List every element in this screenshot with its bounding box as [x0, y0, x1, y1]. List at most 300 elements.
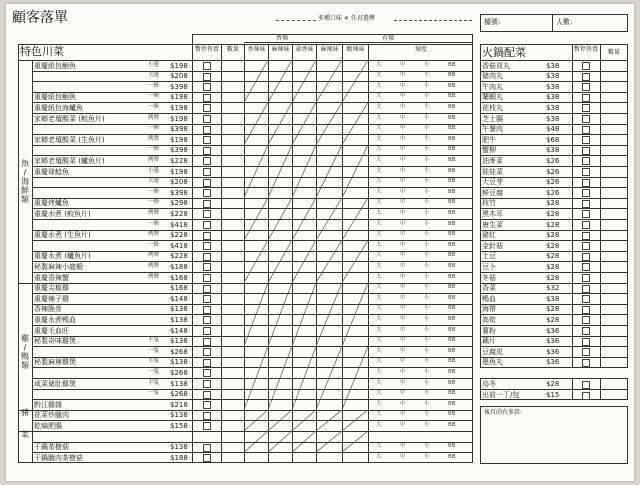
spice-level-3[interactable]: BB — [448, 400, 456, 407]
spice-level-1[interactable]: 中 — [400, 220, 406, 227]
side-dish-price: $28 — [546, 220, 560, 229]
spice-level-0[interactable]: 大 — [376, 220, 382, 227]
side-dish-pause-checkbox[interactable] — [582, 94, 590, 102]
spice-level-3[interactable]: BB — [448, 199, 456, 206]
spice-level-0[interactable]: 大 — [376, 188, 382, 195]
spice-level-0[interactable]: 大 — [376, 72, 382, 79]
pause-checkbox[interactable] — [203, 285, 211, 293]
spice-level-0[interactable]: 大 — [376, 421, 382, 428]
spice-level-2[interactable]: 小 — [424, 273, 430, 280]
spice-level-0[interactable]: 大 — [376, 262, 382, 269]
menu-item-name: 重慶毛血旺 — [34, 326, 69, 335]
side-dish-name: 豆腐皮 — [482, 347, 503, 356]
extra-item-price: $28 — [546, 380, 560, 388]
menu-item-price: $188 — [170, 453, 188, 462]
spice-level-3[interactable]: BB — [448, 347, 456, 354]
spice-level-0[interactable]: 大 — [376, 125, 382, 132]
side-dish-name: 花枝丸 — [482, 103, 503, 112]
menu-item-name: 重慶水煮 (生魚片) — [34, 231, 91, 240]
options-group-line — [342, 42, 473, 43]
pause-checkbox[interactable] — [203, 348, 211, 356]
menu-item-size: 一條 — [148, 146, 160, 153]
spice-level-1[interactable]: 中 — [400, 146, 406, 153]
side-dish-pause-checkbox[interactable] — [582, 274, 590, 282]
menu-item-price: $298 — [170, 199, 188, 208]
spice-level-3[interactable]: BB — [448, 209, 456, 216]
side-dish-price: $28 — [546, 199, 560, 208]
spice-level-3[interactable]: BB — [448, 326, 456, 333]
pause-checkbox[interactable] — [203, 274, 211, 282]
menu-item-size: 半隻 — [148, 379, 160, 386]
spice-level-3[interactable]: BB — [448, 125, 456, 132]
spice-level-2[interactable]: 小 — [424, 114, 430, 121]
spice-level-2[interactable]: 小 — [424, 358, 430, 365]
side-dish-name: 芝士腸 — [482, 114, 503, 123]
pause-checkbox[interactable] — [203, 115, 211, 123]
menu-item-price: $138 — [170, 337, 188, 346]
menu-item-name: 秘製奇味雞煲 — [34, 337, 76, 346]
spice-level-1[interactable]: 中 — [400, 178, 406, 185]
pause-checkbox[interactable] — [203, 359, 211, 367]
spice-level-2[interactable]: 小 — [424, 252, 430, 259]
spice-level-3[interactable]: BB — [448, 167, 456, 174]
pause-checkbox[interactable] — [203, 369, 211, 377]
left-row-line — [32, 346, 473, 347]
menu-item-size: 一條 — [148, 199, 160, 206]
spice-level-0[interactable]: 大 — [376, 61, 382, 68]
side-dish-price: $38 — [546, 93, 560, 102]
spice-level-2[interactable]: 小 — [424, 411, 430, 418]
menu-item-name: 重慶辣子雞 — [34, 294, 69, 303]
spice-level-2[interactable]: 小 — [424, 103, 430, 110]
spice-level-1[interactable]: 中 — [400, 315, 406, 322]
spice-level-3[interactable]: BB — [448, 72, 456, 79]
left-row-line — [32, 251, 473, 252]
spice-level-2[interactable]: 小 — [424, 209, 430, 216]
spice-level-1[interactable]: 中 — [400, 305, 406, 312]
spice-level-1[interactable]: 中 — [400, 368, 406, 375]
spice-level-3[interactable]: BB — [448, 337, 456, 344]
spice-level-3[interactable]: BB — [448, 368, 456, 375]
spice-level-2[interactable]: 小 — [424, 421, 430, 428]
spice-level-3[interactable]: BB — [448, 358, 456, 365]
spice-level-0[interactable]: 大 — [376, 453, 382, 460]
pause-checkbox[interactable] — [203, 83, 211, 91]
spice-level-3[interactable]: BB — [448, 241, 456, 248]
spice-level-0[interactable]: 大 — [376, 167, 382, 174]
spice-level-1[interactable]: 中 — [400, 326, 406, 333]
menu-item-price: $138 — [170, 379, 188, 388]
spice-level-1[interactable]: 中 — [400, 337, 406, 344]
side-dish-pause-checkbox[interactable] — [582, 126, 590, 134]
side-dish-pause-checkbox[interactable] — [582, 359, 590, 367]
left-row-line — [32, 102, 473, 103]
side-dish-price: $38 — [546, 82, 560, 91]
pause-checkbox[interactable] — [203, 306, 211, 314]
spice-level-2[interactable]: 小 — [424, 443, 430, 450]
side-dish-pause-checkbox[interactable] — [582, 242, 590, 250]
pause-checkbox[interactable] — [203, 62, 211, 70]
menu-item-size: 大邊 — [148, 178, 160, 185]
pause-checkbox[interactable] — [203, 189, 211, 197]
spice-level-2[interactable]: 小 — [424, 400, 430, 407]
pause-checkbox[interactable] — [203, 391, 211, 399]
spice-level-3[interactable]: BB — [448, 178, 456, 185]
side-dish-price: $32 — [546, 284, 560, 293]
spice-level-0[interactable]: 大 — [376, 199, 382, 206]
side-dish-pause-checkbox[interactable] — [582, 147, 590, 155]
extra-row-line — [480, 389, 628, 390]
pause-checkbox[interactable] — [203, 200, 211, 208]
spice-level-0[interactable]: 大 — [376, 178, 382, 185]
spice-level-1[interactable]: 中 — [400, 93, 406, 100]
spice-level-2[interactable]: 小 — [424, 284, 430, 291]
spice-level-3[interactable]: BB — [448, 61, 456, 68]
spice-level-1[interactable]: 中 — [400, 135, 406, 142]
spice-level-0[interactable]: 大 — [376, 358, 382, 365]
spice-level-3[interactable]: BB — [448, 284, 456, 291]
spice-level-2[interactable]: 小 — [424, 326, 430, 333]
spice-level-0[interactable]: 大 — [376, 337, 382, 344]
side-dish-name: 豬肉丸 — [482, 72, 503, 81]
side-dish-price: $38 — [546, 294, 560, 303]
spice-level-2[interactable]: 小 — [424, 93, 430, 100]
spice-level-0[interactable]: 大 — [376, 273, 382, 280]
side-dish-name: 大豆芽 — [482, 178, 503, 187]
spice-level-0[interactable]: 大 — [376, 135, 382, 142]
left-row-line — [32, 378, 473, 379]
spice-level-3[interactable]: BB — [448, 421, 456, 428]
pause-checkbox[interactable] — [203, 147, 211, 155]
menu-item-price: $138 — [170, 305, 188, 314]
spice-level-3[interactable]: BB — [448, 443, 456, 450]
spice-level-2[interactable]: 小 — [424, 294, 430, 301]
spice-level-0[interactable]: 大 — [376, 411, 382, 418]
spice-level-3[interactable]: BB — [448, 315, 456, 322]
side-dish-pause-checkbox[interactable] — [582, 83, 590, 91]
spice-level-1[interactable]: 中 — [400, 125, 406, 132]
right-col-header-0: 暫停售賣 — [573, 46, 598, 53]
spice-level-2[interactable]: 小 — [424, 315, 430, 322]
spice-level-1[interactable]: 中 — [400, 453, 406, 460]
side-dish-price: $36 — [546, 347, 560, 356]
table-number-field[interactable] — [506, 16, 550, 30]
side-dish-pause-checkbox[interactable] — [582, 104, 590, 112]
pause-checkbox[interactable] — [203, 380, 211, 388]
spice-level-2[interactable]: 小 — [424, 188, 430, 195]
pause-checkbox[interactable] — [203, 179, 211, 187]
extra-col-line — [572, 378, 573, 400]
side-dish-name: 冬菇 — [482, 273, 496, 282]
spice-level-2[interactable]: 小 — [424, 220, 430, 227]
menu-item-price: $168 — [170, 273, 188, 282]
menu-item-price: $228 — [170, 156, 188, 165]
pause-checkbox[interactable] — [203, 295, 211, 303]
pause-checkbox[interactable] — [203, 422, 211, 430]
side-dish-pause-checkbox[interactable] — [582, 232, 590, 240]
menu-item-size: 一條 — [148, 125, 160, 132]
spice-level-0[interactable]: 大 — [376, 241, 382, 248]
side-dish-pause-checkbox[interactable] — [582, 221, 590, 229]
spice-level-3[interactable]: BB — [448, 135, 456, 142]
spice-level-1[interactable]: 中 — [400, 209, 406, 216]
spice-level-3[interactable]: BB — [448, 453, 456, 460]
spice-level-1[interactable]: 中 — [400, 379, 406, 386]
side-dish-price: $48 — [546, 125, 560, 134]
spice-level-3[interactable]: BB — [448, 103, 456, 110]
pause-checkbox[interactable] — [203, 136, 211, 144]
side-dish-pause-checkbox[interactable] — [582, 189, 590, 197]
side-dish-price: $28 — [546, 262, 560, 271]
spice-level-1[interactable]: 中 — [400, 188, 406, 195]
spice-level-0[interactable]: 大 — [376, 294, 382, 301]
spice-level-1[interactable]: 中 — [400, 284, 406, 291]
pause-checkbox[interactable] — [203, 232, 211, 240]
pause-checkbox[interactable] — [203, 412, 211, 420]
pause-checkbox[interactable] — [203, 253, 211, 261]
menu-item-size: 一條 — [148, 82, 160, 89]
people-count-field[interactable] — [578, 16, 626, 30]
menu-item-price: $138 — [170, 443, 188, 452]
spice-level-0[interactable]: 大 — [376, 82, 382, 89]
pause-checkbox[interactable] — [203, 157, 211, 165]
pause-checkbox[interactable] — [203, 454, 211, 462]
banner-text: 多種口味 ✕ 任君選擇 — [318, 15, 375, 22]
side-dish-name: 墨魚丸 — [482, 358, 503, 367]
header-left-edge — [192, 34, 193, 44]
spice-level-3[interactable]: BB — [448, 305, 456, 312]
left-col-header-4: 蒜香味 — [295, 46, 314, 53]
spice-level-1[interactable]: 中 — [400, 72, 406, 79]
menu-item-price: $228 — [170, 231, 188, 240]
table-people-divider — [552, 14, 553, 32]
side-dish-pause-checkbox[interactable] — [582, 179, 590, 187]
spice-level-0[interactable]: 大 — [376, 114, 382, 121]
spice-level-0[interactable]: 大 — [376, 284, 382, 291]
spice-level-1[interactable]: 中 — [400, 82, 406, 89]
spice-level-2[interactable]: 小 — [424, 125, 430, 132]
right-col-header-1: 數量 — [607, 49, 620, 56]
pause-checkbox[interactable] — [203, 316, 211, 324]
spice-level-1[interactable]: 中 — [400, 61, 406, 68]
spice-level-3[interactable]: BB — [448, 82, 456, 89]
side-dish-pause-checkbox[interactable] — [582, 263, 590, 271]
left-row-line — [32, 367, 473, 368]
spice-level-0[interactable]: 大 — [376, 209, 382, 216]
pause-checkbox[interactable] — [203, 401, 211, 409]
menu-item-price: $198 — [170, 103, 188, 112]
spice-level-3[interactable]: BB — [448, 231, 456, 238]
spice-level-3[interactable]: BB — [448, 156, 456, 163]
spice-level-0[interactable]: 大 — [376, 231, 382, 238]
pause-checkbox[interactable] — [203, 221, 211, 229]
left-col-header-3: 麻辣味 — [271, 46, 290, 53]
side-dish-pause-checkbox[interactable] — [582, 73, 590, 81]
options-group-label: 有辣 — [382, 35, 395, 42]
menu-item-size: 例牌 — [148, 114, 160, 121]
spice-level-1[interactable]: 中 — [400, 390, 406, 397]
pause-checkbox[interactable] — [203, 327, 211, 335]
side-dish-pause-checkbox[interactable] — [582, 200, 590, 208]
spice-level-1[interactable]: 中 — [400, 347, 406, 354]
spice-level-1[interactable]: 中 — [400, 156, 406, 163]
side-dish-pause-checkbox[interactable] — [582, 348, 590, 356]
side-dish-pause-checkbox[interactable] — [582, 210, 590, 218]
spice-level-1[interactable]: 中 — [400, 241, 406, 248]
side-dish-pause-checkbox[interactable] — [582, 316, 590, 324]
spice-level-2[interactable]: 小 — [424, 337, 430, 344]
spice-level-1[interactable]: 中 — [400, 167, 406, 174]
pause-checkbox[interactable] — [203, 242, 211, 250]
spice-level-0[interactable]: 大 — [376, 347, 382, 354]
spice-level-3[interactable]: BB — [448, 379, 456, 386]
spice-level-0[interactable]: 大 — [376, 252, 382, 259]
menu-item-size: 小邊 — [148, 167, 160, 174]
spice-level-2[interactable]: 小 — [424, 146, 430, 153]
pause-checkbox[interactable] — [203, 338, 211, 346]
category-label: 魚 / 海鮮類 — [21, 159, 29, 205]
spice-level-2[interactable]: 小 — [424, 262, 430, 269]
left-col-header-5: 麻辣味 — [320, 46, 339, 53]
spice-level-3[interactable]: BB — [448, 252, 456, 259]
spice-level-1[interactable]: 中 — [400, 421, 406, 428]
menu-item-name: 干鍋茶樹菇 — [34, 443, 69, 452]
spice-level-3[interactable]: BB — [448, 390, 456, 397]
side-dish-pause-checkbox[interactable] — [582, 168, 590, 176]
side-dish-pause-checkbox[interactable] — [582, 285, 590, 293]
pause-checkbox[interactable] — [203, 126, 211, 134]
extra-item-pause-checkbox[interactable] — [582, 392, 590, 400]
side-dish-name: 蘭蝦丸 — [482, 93, 503, 102]
menu-item-size: 一隻 — [148, 368, 160, 375]
pause-checkbox[interactable] — [203, 168, 211, 176]
pause-checkbox[interactable] — [203, 73, 211, 81]
spice-level-2[interactable]: 小 — [424, 178, 430, 185]
side-dish-pause-checkbox[interactable] — [582, 136, 590, 144]
left-row-line — [32, 304, 473, 305]
spice-level-1[interactable]: 中 — [400, 294, 406, 301]
spice-level-0[interactable]: 大 — [376, 368, 382, 375]
people-label: 人數: — [556, 18, 573, 26]
spice-level-0[interactable]: 大 — [376, 146, 382, 153]
side-dish-pause-checkbox[interactable] — [582, 253, 590, 261]
spice-level-0[interactable]: 大 — [376, 379, 382, 386]
spice-level-3[interactable]: BB — [448, 294, 456, 301]
spice-level-2[interactable]: 小 — [424, 379, 430, 386]
spice-level-1[interactable]: 中 — [400, 358, 406, 365]
spice-level-2[interactable]: 小 — [424, 390, 430, 397]
side-dish-pause-checkbox[interactable] — [582, 157, 590, 165]
pause-checkbox[interactable] — [203, 444, 211, 452]
left-row-line — [32, 145, 473, 146]
left-row-line — [32, 325, 473, 326]
left-row-line — [32, 240, 473, 241]
spice-level-3[interactable]: BB — [448, 188, 456, 195]
spice-level-2[interactable]: 小 — [424, 167, 430, 174]
spice-level-2[interactable]: 小 — [424, 72, 430, 79]
spice-level-2[interactable]: 小 — [424, 82, 430, 89]
spice-level-3[interactable]: BB — [448, 93, 456, 100]
menu-item-size: 例牌 — [148, 252, 160, 259]
side-dish-price: $28 — [546, 305, 560, 314]
spice-level-2[interactable]: 小 — [424, 453, 430, 460]
side-dish-name: 藕片 — [482, 337, 496, 346]
spice-level-3[interactable]: BB — [448, 220, 456, 227]
spice-level-0[interactable]: 大 — [376, 315, 382, 322]
pause-checkbox[interactable] — [203, 263, 211, 271]
spice-level-2[interactable]: 小 — [424, 241, 430, 248]
menu-item-name: 香辣脆骨 — [34, 305, 62, 314]
menu-item-name: 家鄉老壇酸菜 (鱸魚片) — [34, 156, 105, 165]
spice-level-1[interactable]: 中 — [400, 411, 406, 418]
menu-item-price: $138 — [170, 315, 188, 324]
spice-level-0[interactable]: 大 — [376, 326, 382, 333]
side-dish-name: 金針菇 — [482, 241, 503, 250]
menu-item-size: 大邊 — [148, 72, 160, 79]
spice-level-3[interactable]: BB — [448, 114, 456, 121]
spice-level-0[interactable]: 大 — [376, 103, 382, 110]
spice-level-1[interactable]: 中 — [400, 199, 406, 206]
side-dish-pause-checkbox[interactable] — [582, 295, 590, 303]
left-row-line — [32, 166, 473, 167]
spice-level-1[interactable]: 中 — [400, 252, 406, 259]
spice-level-2[interactable]: 小 — [424, 199, 430, 206]
spice-level-1[interactable]: 中 — [400, 262, 406, 269]
spice-level-2[interactable]: 小 — [424, 305, 430, 312]
extra-item-pause-checkbox[interactable] — [582, 381, 590, 389]
spice-level-0[interactable]: 大 — [376, 156, 382, 163]
spice-level-3[interactable]: BB — [448, 146, 456, 153]
pause-checkbox[interactable] — [203, 104, 211, 112]
spice-level-2[interactable]: 小 — [424, 156, 430, 163]
spice-level-1[interactable]: 中 — [400, 114, 406, 121]
side-dish-name: 香菇貢丸 — [482, 61, 510, 70]
spice-level-2[interactable]: 小 — [424, 135, 430, 142]
table-label: 檯號: — [484, 18, 501, 26]
spice-level-1[interactable]: 中 — [400, 443, 406, 450]
spice-level-3[interactable]: BB — [448, 411, 456, 418]
spice-level-2[interactable]: 小 — [424, 347, 430, 354]
side-dish-pause-checkbox[interactable] — [582, 338, 590, 346]
spice-level-0[interactable]: 大 — [376, 93, 382, 100]
side-dish-pause-checkbox[interactable] — [582, 115, 590, 123]
left-col-header-7: 辣度 — [414, 46, 427, 53]
menu-item-size: 例牌 — [148, 262, 160, 269]
spice-level-1[interactable]: 中 — [400, 231, 406, 238]
side-dish-price: $38 — [546, 114, 560, 123]
left-row-line — [32, 177, 473, 178]
spice-level-1[interactable]: 中 — [400, 400, 406, 407]
spice-level-0[interactable]: 大 — [376, 443, 382, 450]
spice-level-2[interactable]: 小 — [424, 231, 430, 238]
spice-level-0[interactable]: 大 — [376, 390, 382, 397]
spice-level-3[interactable]: BB — [448, 273, 456, 280]
side-dish-pause-checkbox[interactable] — [582, 62, 590, 70]
spice-level-2[interactable]: 小 — [424, 61, 430, 68]
spice-level-0[interactable]: 大 — [376, 400, 382, 407]
pause-checkbox[interactable] — [203, 94, 211, 102]
side-dish-pause-checkbox[interactable] — [582, 306, 590, 314]
spice-level-1[interactable]: 中 — [400, 273, 406, 280]
spice-level-0[interactable]: 大 — [376, 305, 382, 312]
side-dish-pause-checkbox[interactable] — [582, 327, 590, 335]
spice-level-3[interactable]: BB — [448, 262, 456, 269]
menu-item-name: 秘製麻辣小龍蝦 — [34, 262, 83, 271]
menu-item-size: 例牌 — [148, 209, 160, 216]
pause-checkbox[interactable] — [203, 210, 211, 218]
spice-level-1[interactable]: 中 — [400, 103, 406, 110]
spice-level-2[interactable]: 小 — [424, 368, 430, 375]
